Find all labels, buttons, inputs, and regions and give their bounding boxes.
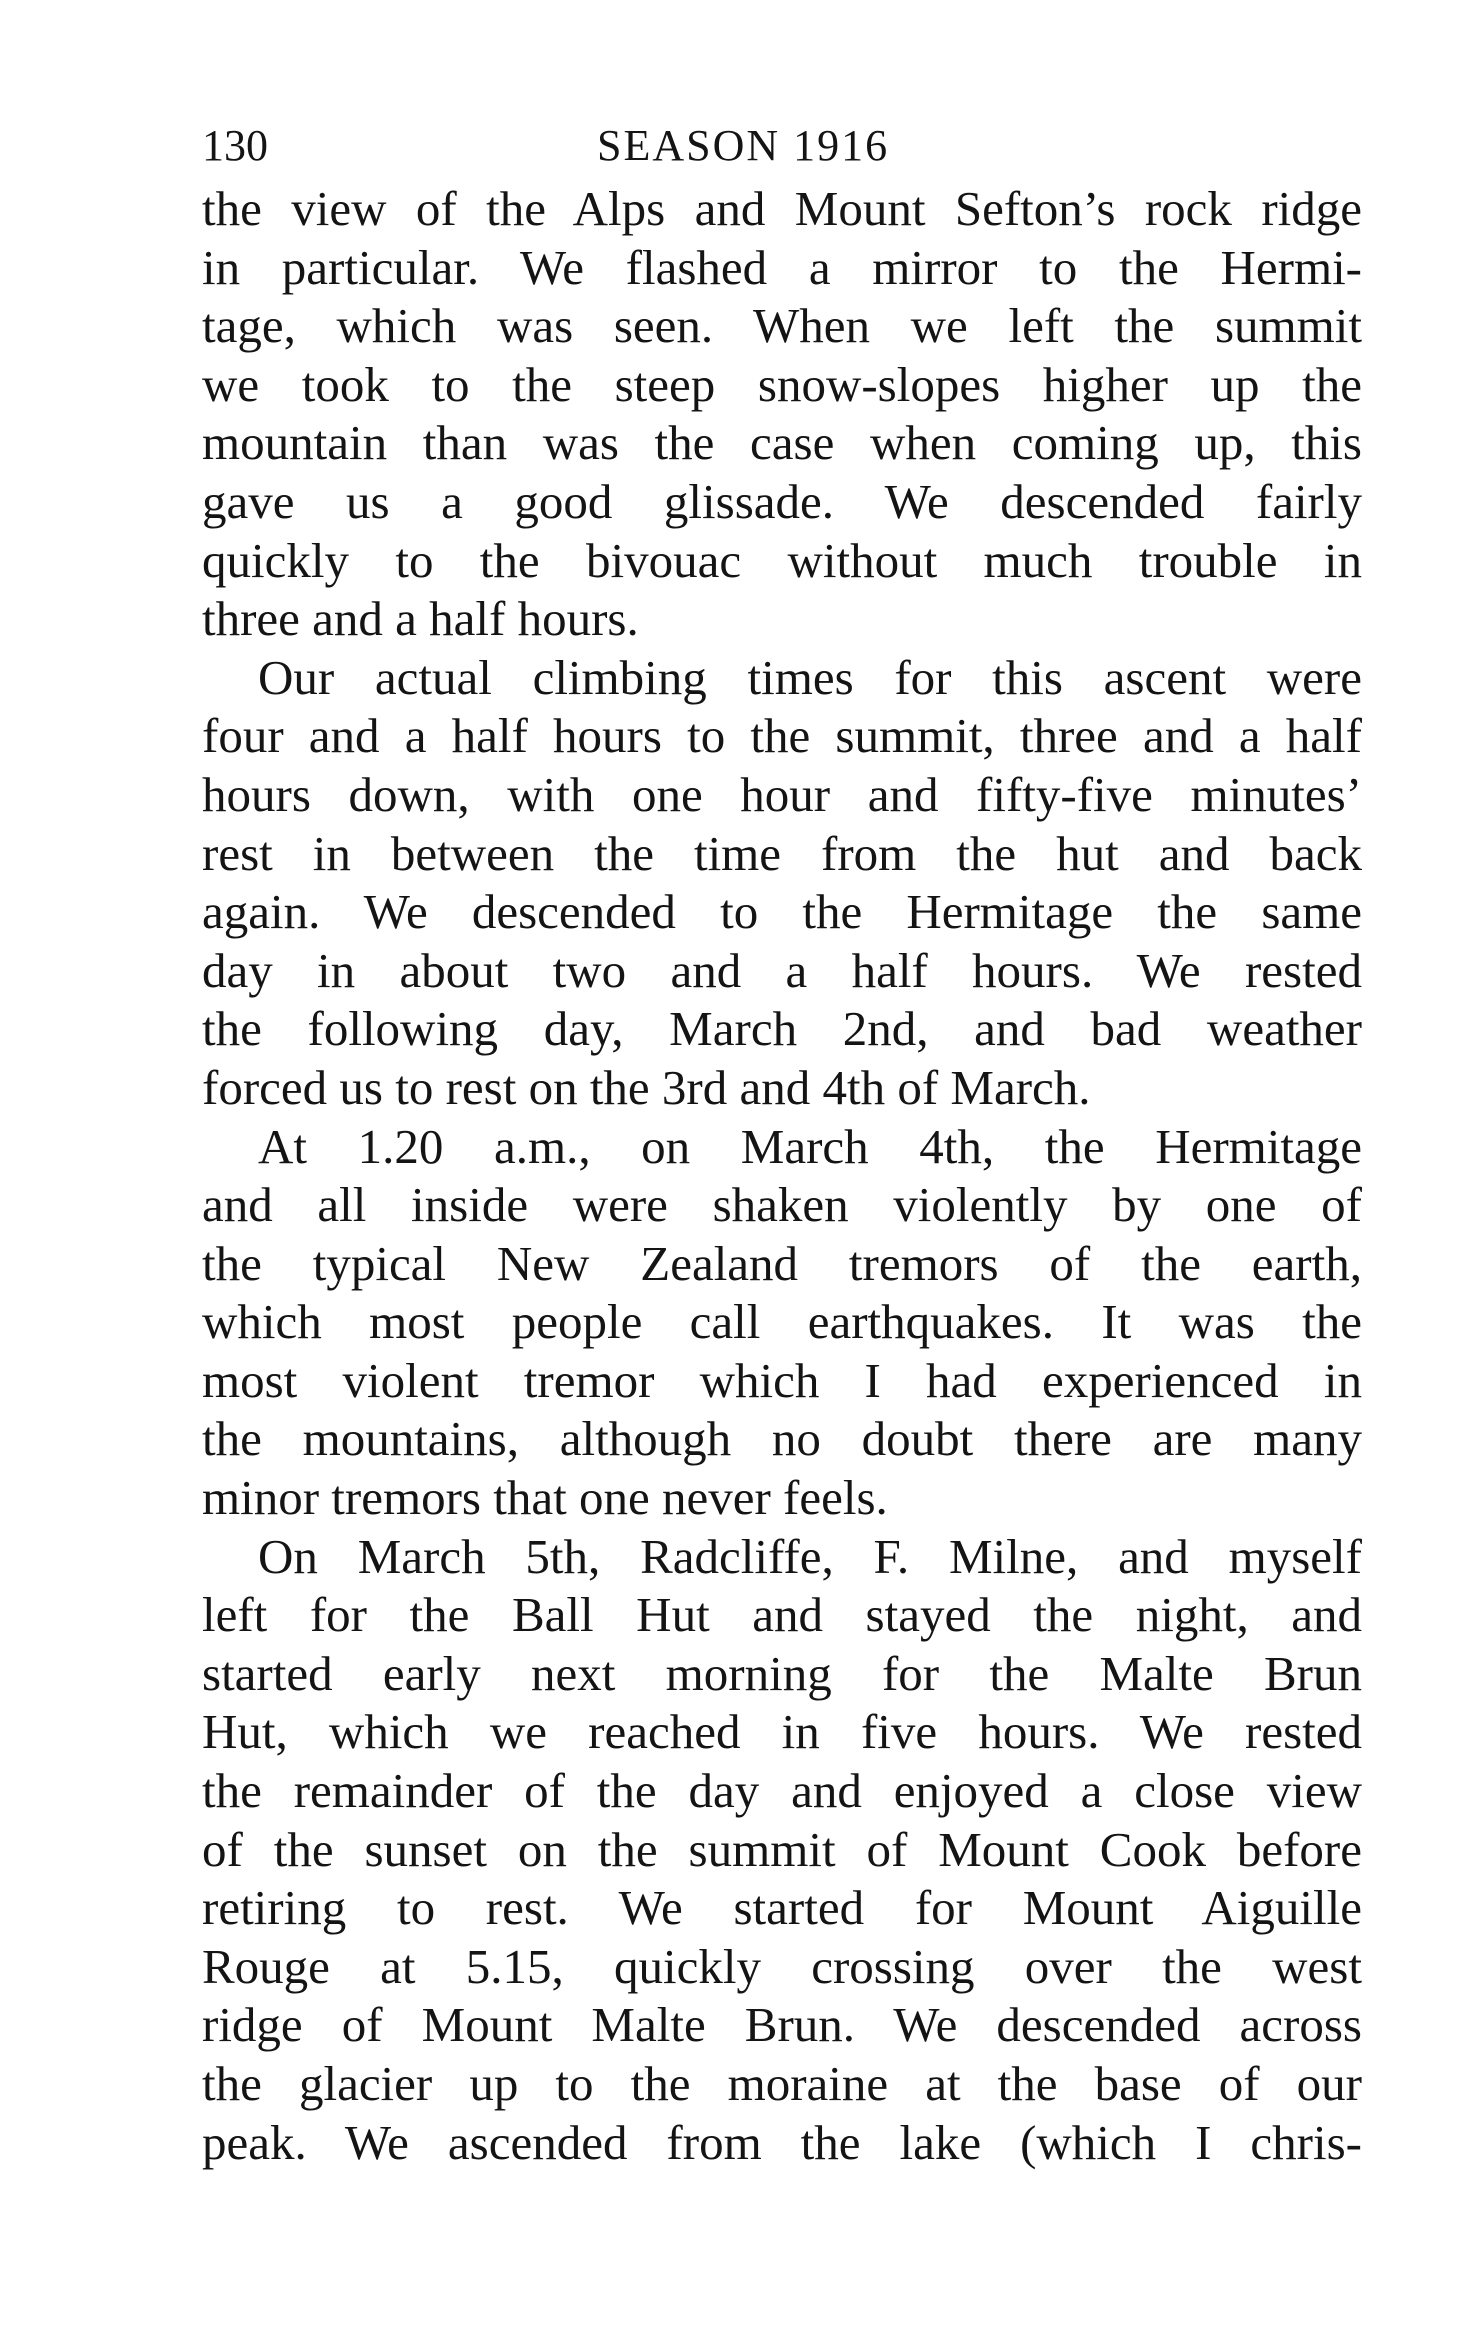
text-line: mountain than was the case when coming up, this <box>202 415 1362 471</box>
text-line: and all inside were shaken violently by one of <box>202 1177 1362 1233</box>
text-line: Rouge at 5.15, quickly crossing over the west <box>202 1938 1362 1994</box>
text-line: Our actual climbing times for this ascent were <box>258 649 1362 705</box>
book-page <box>202 112 1362 2172</box>
text-line: hours down, with one hour and fifty-five minutes’ <box>202 766 1362 822</box>
text-line: again. We descended to the Hermitage the same <box>202 884 1362 940</box>
body-text <box>202 180 1362 2172</box>
text-line: gave us a good glissade. We descended fairly <box>202 473 1362 529</box>
text-line: peak. We ascended from the lake (which I chris- <box>202 2114 1362 2170</box>
text-line: three and a half hours. <box>202 591 639 647</box>
text-line: the typical New Zealand tremors of the earth, <box>202 1235 1362 1291</box>
text-line: retiring to rest. We started for Mount Aiguille <box>202 1880 1362 1936</box>
text-line: started early next morning for the Malte Brun <box>202 1645 1362 1701</box>
text-line: the remainder of the day and enjoyed a close view <box>202 1763 1362 1819</box>
running-head-title: SEASON 1916 <box>597 121 890 170</box>
text-line: On March 5th, Radcliffe, F. Milne, and myself <box>258 1528 1362 1584</box>
text-line: minor tremors that one never feels. <box>202 1470 888 1526</box>
text-line: left for the Ball Hut and stayed the night, and <box>202 1587 1362 1643</box>
page-number: 130 <box>202 121 268 170</box>
text-line: most violent tremor which I had experienced in <box>202 1352 1362 1408</box>
text-line: rest in between the time from the hut and back <box>202 825 1362 881</box>
text-line: ridge of Mount Malte Brun. We descended across <box>202 1997 1362 2053</box>
text-line: the view of the Alps and Mount Sefton’s rock ridge <box>202 181 1362 236</box>
text-line: we took to the steep snow-slopes higher up the <box>202 356 1362 412</box>
text-line: in particular. We flashed a mirror to the Hermi- <box>202 239 1362 295</box>
text-line: Hut, which we reached in five hours. We rested <box>202 1704 1362 1760</box>
running-head <box>202 112 1362 180</box>
text-line: day in about two and a half hours. We rested <box>202 942 1362 998</box>
text-line: the mountains, although no doubt there are many <box>202 1411 1362 1467</box>
text-line: quickly to the bivouac without much trouble in <box>202 532 1362 588</box>
paragraph <box>202 1528 1362 2173</box>
text-line: At 1.20 a.m., on March 4th, the Hermitage <box>258 1118 1362 1174</box>
text-line: tage, which was seen. When we left the summit <box>202 298 1362 354</box>
paragraph <box>202 1118 1362 1528</box>
text-line: the following day, March 2nd, and bad weather <box>202 1001 1362 1057</box>
text-line: the glacier up to the moraine at the base of our <box>202 2056 1362 2111</box>
text-line: forced us to rest on the 3rd and 4th of March. <box>202 1059 1091 1115</box>
text-line: which most people call earthquakes. It was the <box>202 1294 1362 1350</box>
text-line: of the sunset on the summit of Mount Cook before <box>202 1821 1362 1877</box>
paragraph <box>202 649 1362 1118</box>
text-line: four and a half hours to the summit, three and a half <box>202 708 1362 764</box>
paragraph <box>202 180 1362 649</box>
